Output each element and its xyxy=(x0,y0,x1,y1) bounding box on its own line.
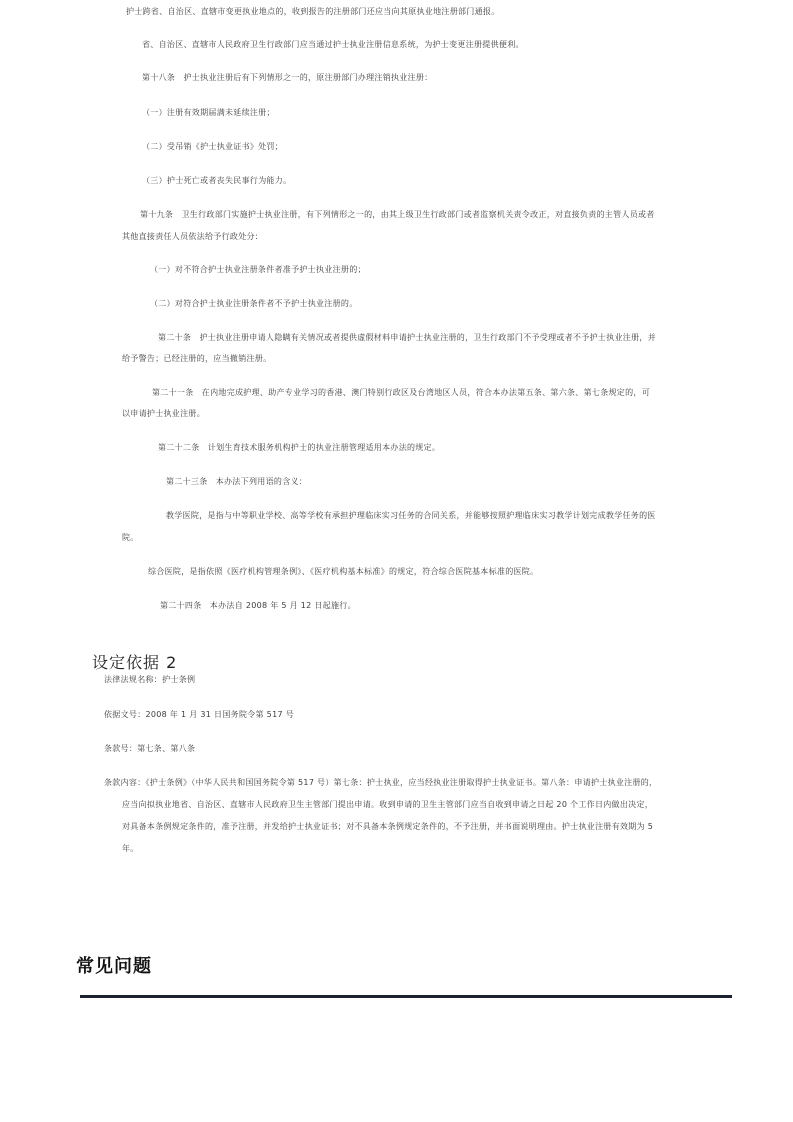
list-item: （三）护士死亡或者丧失民事行为能力。 xyxy=(142,176,292,185)
section-title: 设定依据 2 xyxy=(92,653,178,672)
list-item: （一）对不符合护士执业注册条件者准予护士执业注册的； xyxy=(150,265,366,274)
paragraph-continuation: 其他直接责任人员依法给予行政处分： xyxy=(122,232,264,241)
definition: 教学医院，是指与中等职业学校、高等学校有承担护理临床实习任务的合同关系，并能够按照护理临床实习教学计划完成教学任务的医 xyxy=(166,511,656,520)
article-20: 第二十条 护士执业注册申请人隐瞒有关情况或者提供虚假材料申请护士执业注册的，卫生行政部门不予受理或者不予护士执业注册，并 xyxy=(158,333,656,342)
article-18: 第十八条 护士执业注册后有下列情形之一的，原注册部门办理注销执业注册： xyxy=(142,73,433,82)
article-19: 第十九条 卫生行政部门实施护士执业注册，有下列情形之一的，由其上级卫生行政部门或者监察机关责令改正，对直接负责的主管人员或者 xyxy=(140,210,655,219)
article-content: 应当向拟执业地省、自治区、直辖市人民政府卫生主管部门提出申请。收到申请的卫生主管部门应当自收到申请之日起 20 个工作日内做出决定， xyxy=(122,800,654,809)
list-item: （二）对符合护士执业注册条件者不予护士执业注册的。 xyxy=(150,299,358,308)
article-22: 第二十二条 计划生育技术服务机构护士的执业注册管理适用本办法的规定。 xyxy=(158,443,441,452)
article-content: 年。 xyxy=(122,844,139,853)
law-name: 法律法规名称：护士条例 xyxy=(104,675,196,684)
paragraph: 省、自治区、直辖市人民政府卫生行政部门应当通过护士执业注册信息系统，为护士变更注册提供便利。 xyxy=(142,40,524,49)
article-23: 第二十三条 本办法下列用语的含义： xyxy=(166,477,308,486)
article-number: 条款号：第七条、第八条 xyxy=(104,744,196,753)
article-content: 对具备本条例规定条件的，准予注册，并发给护士执业证书；对不具备本条例规定条件的，不予注册，并书面说明理由。护士执业注册有效期为 5 xyxy=(122,822,654,831)
article-content: 条款内容：《护士条例》（中华人民共和国国务院令第 517 号）第七条：护士执业，应当经执业注册取得护士执业证书。第八条：申请护士执业注册的， xyxy=(104,778,658,787)
doc-number: 依据文号：2008 年 1 月 31 日国务院令第 517 号 xyxy=(104,710,294,719)
article-24: 第二十四条 本办法自 2008 年 5 月 12 日起施行。 xyxy=(160,601,356,610)
paragraph: 护士跨省、自治区、直辖市变更执业地点的，收到报告的注册部门还应当向其原执业地注册部门通报。 xyxy=(126,7,500,16)
paragraph-continuation: 院。 xyxy=(122,533,139,542)
article-21: 第二十一条 在内地完成护理、助产专业学习的香港、澳门特别行政区及台湾地区人员，符合本办法第五条、第六条、第七条规定的，可 xyxy=(152,388,650,397)
section-divider xyxy=(80,995,732,998)
paragraph-continuation: 给予警告；已经注册的，应当撤销注册。 xyxy=(122,354,272,363)
definition: 综合医院，是指依照《医疗机构管理条例》、《医疗机构基本标准》的规定，符合综合医院基本标准的医院。 xyxy=(148,567,539,576)
faq-title: 常见问题 xyxy=(76,956,152,977)
list-item: （二）受吊销《护士执业证书》处罚； xyxy=(142,142,284,151)
list-item: （一）注册有效期届满未延续注册； xyxy=(142,108,275,117)
paragraph-continuation: 以申请护士执业注册。 xyxy=(122,409,205,418)
